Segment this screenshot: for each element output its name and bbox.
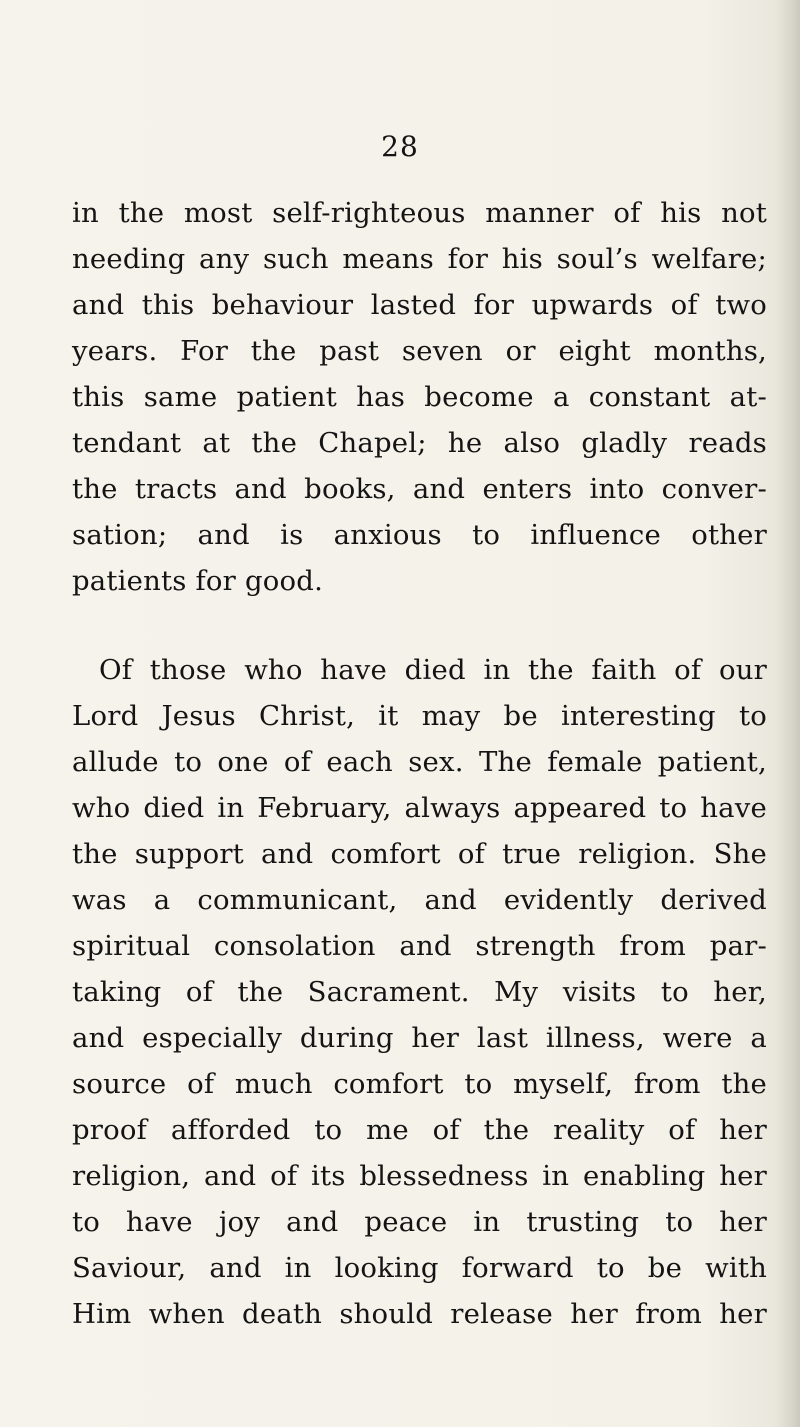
- text-line: Him when death should release her from her: [72, 1298, 767, 1330]
- text-line: Of those who have died in the faith of our: [99, 654, 767, 686]
- text-line: proof afforded to me of the reality of her: [72, 1114, 767, 1146]
- text-line: needing any such means for his soul’s welfare;: [72, 243, 767, 275]
- page-edge-shadow: [776, 0, 800, 1427]
- paragraph-2: [72, 647, 767, 1337]
- text-line: in the most self-righteous manner of his not: [72, 197, 767, 229]
- text-line: was a communicant, and evidently derived: [72, 884, 767, 916]
- text-line: tendant at the Chapel; he also gladly reads: [72, 427, 767, 459]
- text-line: the support and comfort of true religion. She: [72, 838, 767, 870]
- body-text: [72, 190, 767, 1337]
- text-line: taking of the Sacrament. My visits to her,: [72, 976, 767, 1008]
- text-line: patients for good.: [72, 565, 324, 597]
- text-line: religion, and of its blessedness in enabling her: [72, 1160, 767, 1192]
- text-line: who died in February, always appeared to have: [72, 792, 767, 824]
- text-line: and this behaviour lasted for upwards of two: [72, 289, 767, 321]
- text-line: spiritual consolation and strength from par-: [72, 930, 767, 962]
- text-line: years. For the past seven or eight months,: [72, 335, 767, 367]
- text-line: and especially during her last illness, were a: [72, 1022, 767, 1054]
- text-line: allude to one of each sex. The female patient,: [72, 746, 767, 778]
- text-line: the tracts and books, and enters into conver-: [72, 473, 767, 505]
- paragraph-gap: [72, 604, 767, 647]
- text-line: source of much comfort to myself, from the: [72, 1068, 767, 1100]
- text-line: Saviour, and in looking forward to be with: [72, 1252, 767, 1284]
- text-line: Lord Jesus Christ, it may be interesting to: [72, 700, 767, 732]
- page-number: 28: [381, 130, 419, 163]
- text-line: sation; and is anxious to influence other: [72, 519, 767, 551]
- text-line: this same patient has become a constant at-: [72, 381, 767, 413]
- text-line: to have joy and peace in trusting to her: [72, 1206, 767, 1238]
- paragraph-1: [72, 190, 767, 604]
